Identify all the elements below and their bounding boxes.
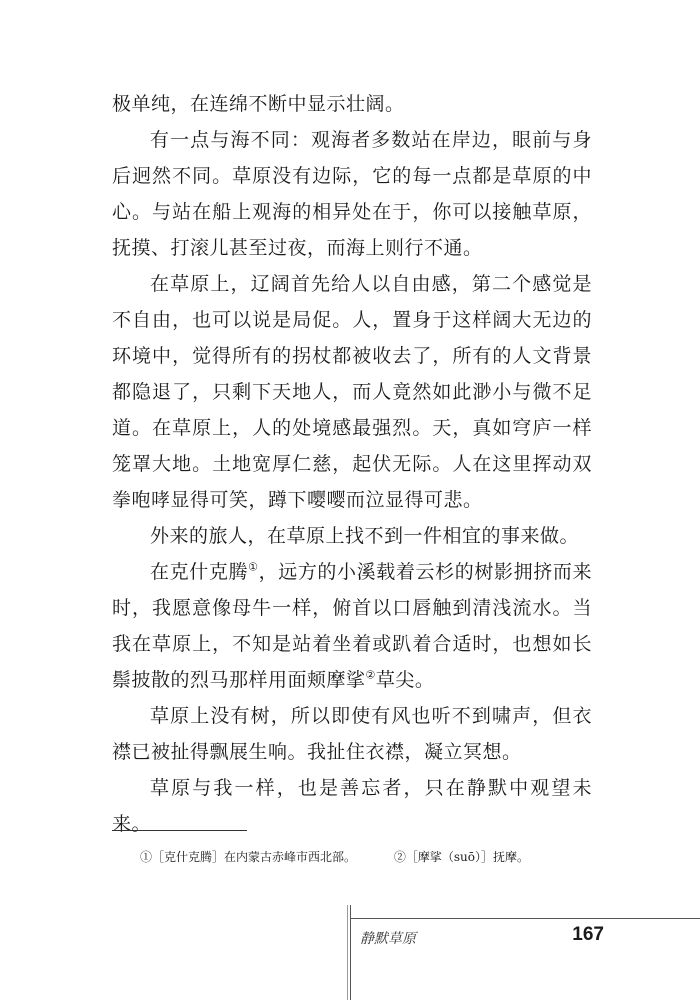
paragraph-text: 有一点与海不同：观海者多数站在岸边，眼前与身后迥然不同。草原没有边际，它的每一点都是草原的中心。与站在船上观海的相异处在于，你可以接触草原，抚摸、打滚儿甚至过夜，而海上则行不通。 bbox=[112, 129, 592, 259]
footnote-marker: ① bbox=[248, 560, 259, 574]
paragraph bbox=[112, 86, 592, 122]
paragraph-text: 在草原上，辽阔首先给人以自由感，第二个感觉是不自由，也可以说是局促。人，置身于这样阔大无边的环境中，觉得所有的拐杖都被收去了，所有的人文背景都隐退了，只剩下天地人，而人竟然如此渺小与微不足道。在草原上，人的处境感最强烈。天，真如穹庐一样笼罩大地。土地宽厚仁慈，起伏无际。人在这里挥动双拳咆哮显得可笑，蹲下嘤嘤而泣显得可悲。 bbox=[112, 273, 592, 511]
page-number: 167 bbox=[572, 924, 604, 945]
body-text bbox=[112, 86, 592, 842]
paragraph-text: 极单纯，在连绵不断中显示壮阔。 bbox=[112, 93, 405, 115]
footnote-2: ②［摩挲（suō）］抚摩。 bbox=[393, 850, 529, 864]
paragraph-text: 外来的旅人，在草原上找不到一件相宜的事来做。 bbox=[150, 525, 580, 547]
paragraph bbox=[112, 518, 592, 554]
paragraph-text: 草原上没有树，所以即使有风也听不到啸声，但衣襟已被扯得飘展生响。我扯住衣襟，凝立冥想。 bbox=[112, 705, 592, 763]
footnote-divider bbox=[112, 830, 247, 831]
footnotes bbox=[140, 848, 610, 866]
footnote-1: ①［克什克腾］在内蒙古赤峰市西北部。 bbox=[140, 850, 357, 864]
paragraph bbox=[112, 122, 592, 266]
paragraph bbox=[112, 266, 592, 518]
footer-divider-vertical-outer bbox=[347, 905, 348, 1000]
paragraph-text: 草原与我一样，也是善忘者，只在静默中观望未来。 bbox=[112, 777, 592, 835]
paragraph-text: ，远方的小溪载着云杉的树影拥挤而来时，我愿意像母牛一样，俯首以口唇触到清浅流水。当我在草原上，不知是站着坐着或趴着合适时，也想如长鬃披散的烈马那样用面颊摩挲 bbox=[112, 561, 592, 691]
paragraph bbox=[112, 770, 592, 842]
paragraph bbox=[112, 554, 592, 698]
running-title: 静默草原 bbox=[360, 931, 416, 947]
footer-divider-horizontal bbox=[350, 918, 700, 919]
paragraph-text: 草尖。 bbox=[375, 669, 435, 691]
paragraph-text: 在克什克腾 bbox=[150, 561, 249, 583]
footer-divider-vertical bbox=[350, 905, 351, 1000]
footnote-marker: ② bbox=[365, 668, 376, 682]
paragraph bbox=[112, 698, 592, 770]
